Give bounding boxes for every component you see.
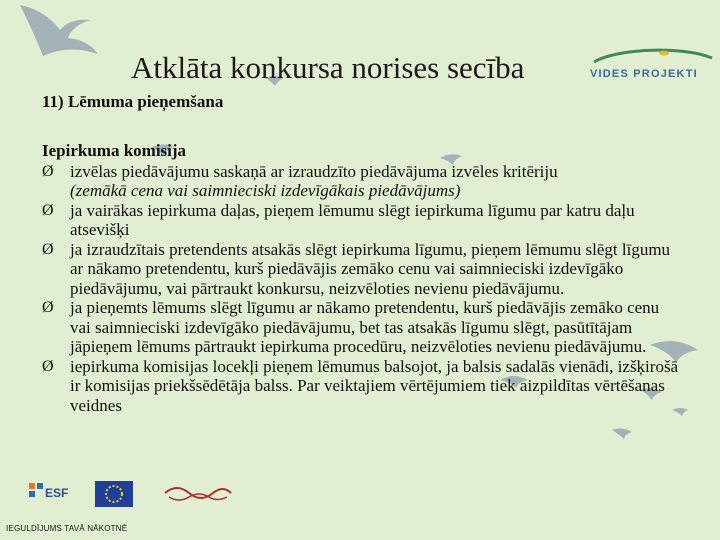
list-item: [42, 357, 682, 416]
bird-icon: [612, 428, 632, 439]
arrow-bullet-icon: Ø: [42, 201, 54, 219]
eu-flag-logo: [95, 481, 133, 507]
bullet-text: ja izraudzītais pretendents atsakās slēgt iepirkuma līgumu, pieņem lēmumu slēgt līgumu ar nākamo pretendentu, kurš piedāvājis zemāko cenu vai saimnieciski izdevīgāko piedāvājumu, vai pārtraukt konkursu, neizvēloties nevienu piedāvājumu.: [70, 239, 671, 298]
bullet-text: ja pieņemts lēmums slēgt līgumu ar nākamo pretendentu, kurš piedāvājis zemāko cenu vai saimnieciski izdevīgāko piedāvājumu, bet tas atsakās līgumu slēgt, pasūtītājam jāpieņem lēmums pārtraukt iepirkuma procedūru, neizvēloties nevienu piedāvājumu.: [70, 298, 660, 356]
arrow-bullet-icon: Ø: [42, 240, 54, 258]
vides-projekti-logo: [588, 44, 716, 84]
list-item: [42, 162, 682, 201]
arrow-bullet-icon: Ø: [42, 162, 54, 180]
bullet-list: [42, 162, 682, 416]
section-subtitle: 11) Lēmuma pieņemšana: [42, 92, 224, 111]
content-heading: Iepirkuma komisija: [42, 141, 187, 160]
bullet-text: iepirkuma komisijas locekļi pieņem lēmumus balsojot, ja balsis sadalās vienādi, izšķirošā ir komisijas priekšsēdētāja balss. Par veiktajiem vērtējumiem tiek aizpildītas vērtēšanas veidnes: [70, 356, 679, 415]
arrow-bullet-icon: Ø: [42, 357, 54, 375]
list-item: [42, 201, 682, 240]
list-item: [42, 240, 682, 299]
svg-text:ESF: ESF: [45, 486, 69, 500]
logo-text: VIDES PROJEKTI: [590, 68, 698, 80]
arrow-bullet-icon: Ø: [42, 299, 54, 316]
bullet-text: izvēlas piedāvājumu saskaņā ar izraudzīto piedāvājuma izvēles kritēriju: [70, 161, 558, 181]
slide-title: Atklāta konkursa norises secība: [131, 50, 525, 85]
footer-logos: [27, 479, 247, 513]
esf-logo: [29, 483, 68, 500]
list-item: [42, 298, 682, 357]
nsp-logo: [165, 488, 231, 500]
bullet-note: (zemākā cena vai saimnieciski izdevīgākais piedāvājums): [70, 181, 461, 200]
footer-slogan: IEGULDĪJUMS TAVĀ NĀKOTNĒ: [6, 524, 128, 533]
bullet-text: ja vairākas iepirkuma daļas, pieņem lēmumu slēgt iepirkuma līgumu par katru daļu atsevišķi: [70, 200, 635, 239]
bird-icon: [20, 5, 98, 56]
slide-content: [42, 141, 682, 415]
